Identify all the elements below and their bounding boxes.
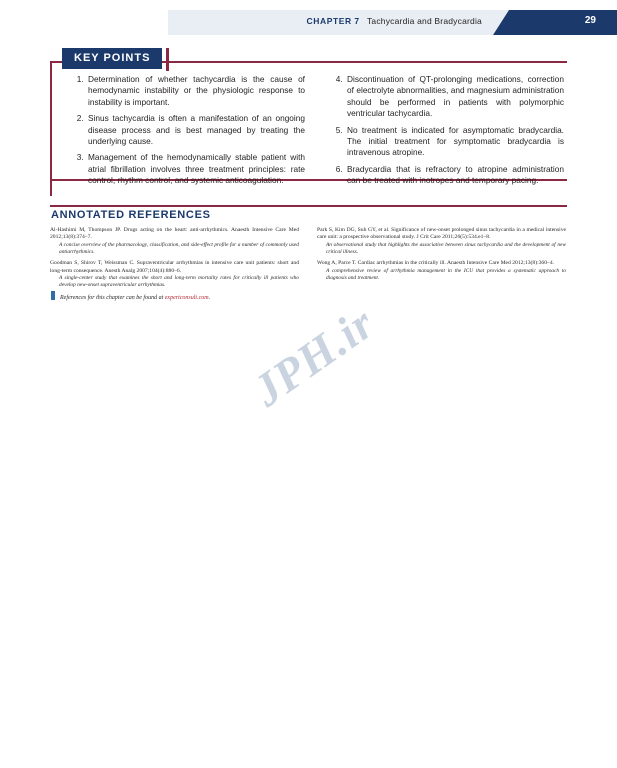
reference-annotation: A single-center study that examines the short and long-term mortality rates for critically ill patients who develop new-onset supraventricular arrhythmias. bbox=[59, 275, 299, 289]
key-points-heading: KEY POINTS bbox=[62, 48, 162, 69]
references-footer-text: References for this chapter can be found at bbox=[60, 295, 165, 301]
list-item: 2. Sinus tachycardia is often a manifestation of an ongoing disease process and is best managed by treating the underlying cause. bbox=[86, 113, 305, 147]
key-points-column-right bbox=[323, 74, 564, 192]
annotated-references-heading: ANNOTATED REFERENCES bbox=[51, 209, 211, 221]
reference-annotation: An observational study that highlights the associative between sinus tachycardia and the development of new critical illness. bbox=[326, 241, 566, 256]
list-item: 4. Discontinuation of QT-prolonging medications, correction of electrolyte abnormalities, and magnesium administration should be performed in patients with polymorphic ventricular tachycardia. bbox=[345, 74, 564, 120]
chapter-number: 7 bbox=[354, 16, 360, 26]
list-item: 6. Bradycardia that is refractory to atropine administration can be treated with inotropes and temporary pacing. bbox=[345, 164, 564, 187]
reference-entry bbox=[50, 227, 299, 256]
references-column-right bbox=[317, 227, 566, 293]
key-points-columns bbox=[64, 74, 564, 192]
list-item: 1. Determination of whether tachycardia is the cause of hemodynamic instability or the physiologic response to instability is important. bbox=[86, 74, 305, 108]
running-head bbox=[306, 16, 482, 26]
annotated-references-rule bbox=[50, 205, 567, 207]
reference-citation: Al-Hashimi M, Thompson JP. Drugs acting on the heart: anti-arrhythmics. Anaesth Intensive Care Med 2012;13(8):374–7. bbox=[50, 227, 299, 241]
references-column-left bbox=[50, 227, 299, 293]
key-points-left-rule bbox=[50, 61, 52, 196]
key-points-list-right bbox=[323, 74, 564, 187]
chapter-label: CHAPTER bbox=[306, 16, 352, 26]
key-points-heading-tick bbox=[166, 48, 169, 71]
header-band-angle bbox=[493, 10, 509, 35]
footer-marker-icon bbox=[51, 291, 55, 300]
page-header bbox=[0, 10, 617, 36]
reference-annotation: A concise overview of the pharmacology, classification, and side-effect profile for a number of commonly used antiarrhythmics. bbox=[59, 241, 299, 256]
chapter-title: Tachycardia and Bradycardia bbox=[366, 16, 482, 26]
reference-annotation: A comprehensive review of arrhythmia management in the ICU that provides a systematic approach to diagnosis and treatment. bbox=[326, 267, 566, 281]
reference-entry bbox=[317, 260, 566, 282]
references-footer-period: . bbox=[208, 295, 211, 301]
reference-citation: Wong A, Parce T. Cardiac arrhythmias in the critically ill. Anaesth Intensive Care Med 2012;13(8):360–4. bbox=[317, 260, 555, 267]
watermark: JPH.ir bbox=[243, 296, 384, 417]
key-points-column-left bbox=[64, 74, 305, 192]
list-item: 5. No treatment is indicated for asymptomatic bradycardia. The initial treatment for symptomatic bradycardia is intravenous atropine. bbox=[345, 125, 564, 159]
list-item: 3. Management of the hemodynamically stable patient with atrial fibrillation involves three treatment principles: rate control, rhythm control, and systemic anticoagulation. bbox=[86, 152, 305, 186]
page-number-block bbox=[509, 10, 617, 35]
key-points-list-left bbox=[64, 74, 305, 187]
annotated-references-columns bbox=[50, 227, 567, 293]
reference-entry bbox=[317, 227, 566, 256]
reference-citation: Park S, Kim DG, Suh GY, et al. Significance of new-onset prolonged sinus tachycardia in a medical intensive care unit: a prospective observational study. J Crit Care 2011;26(5):534.e1–8. bbox=[317, 227, 566, 241]
expertconsult-link[interactable]: expertconsult.com bbox=[164, 295, 209, 301]
references-footer bbox=[51, 291, 431, 301]
reference-entry bbox=[50, 260, 299, 289]
reference-citation: Goodman S, Shirov T, Weissman C. Supraventricular arrhythmias in intensive care unit patients: short and long-term consequence. Anesth Analg 2007;104(4):880–6. bbox=[50, 260, 299, 274]
page-number: 29 bbox=[584, 15, 596, 26]
